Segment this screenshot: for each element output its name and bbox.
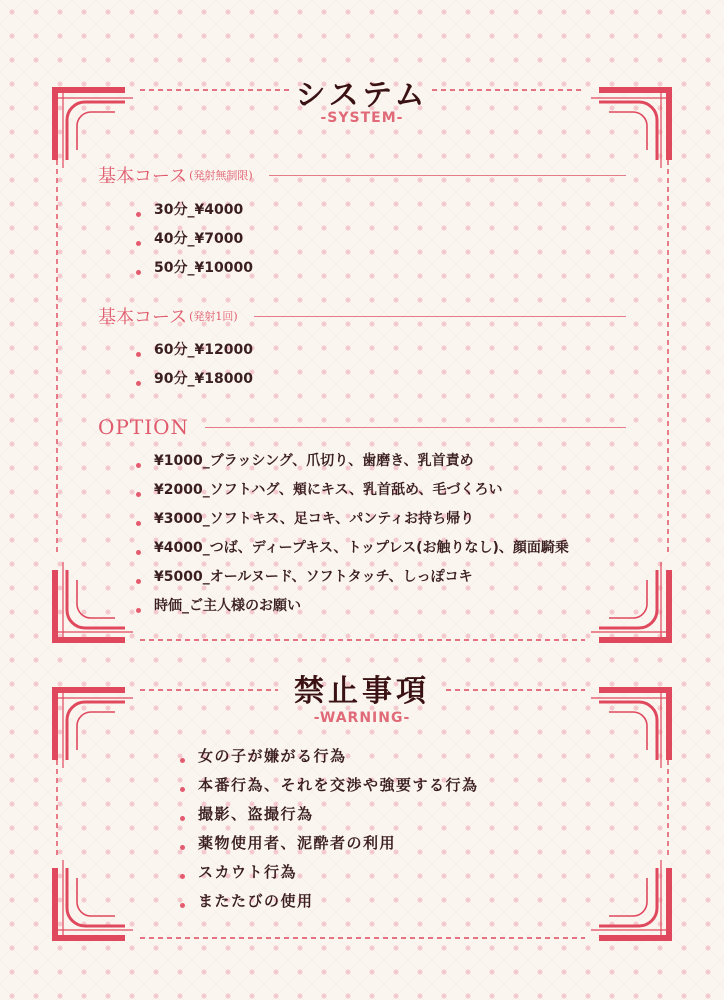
list-item: 本番行為、それを交渉や強要する行為 — [180, 774, 479, 803]
system-corner-bottom-right — [591, 562, 669, 640]
system-subtitle: -SYSTEM- — [320, 110, 404, 126]
bullet-icon — [136, 608, 141, 613]
list-item: ¥3000_ソフトキス、足コキ、パンティお持ち帰り — [136, 508, 569, 537]
warning-subtitle: -WARNING- — [313, 710, 411, 726]
bullet-icon — [136, 241, 141, 246]
list-item: ¥2000_ソフトハグ、頬にキス、乳首舐め、毛づくろい — [136, 479, 569, 508]
list-item: 薬物使用者、泥酔者の利用 — [180, 832, 479, 861]
course2-list — [136, 339, 253, 397]
course1-heading — [98, 162, 626, 188]
course1-sub: (発射無制限) — [189, 169, 253, 182]
system-corner-bottom-left — [55, 562, 133, 640]
bullet-icon — [180, 816, 185, 821]
list-item: 女の子が嫌がる行為 — [180, 745, 479, 774]
system-title: システム — [295, 78, 429, 113]
bullet-icon — [180, 903, 185, 908]
list-item: 90分_¥18000 — [136, 368, 253, 397]
list-item: スカウト行為 — [180, 861, 479, 890]
bullet-icon — [136, 492, 141, 497]
bullet-icon — [136, 381, 141, 386]
option-label: OPTION — [98, 415, 189, 439]
course2-rule — [254, 316, 626, 317]
bullet-icon — [136, 212, 141, 217]
course1-label: 基本コース — [98, 166, 188, 187]
bullet-icon — [136, 352, 141, 357]
course2-heading — [98, 303, 626, 329]
bullet-icon — [136, 270, 141, 275]
bullet-icon — [180, 845, 185, 850]
course1-list — [136, 199, 253, 286]
bullet-icon — [136, 463, 141, 468]
warning-title: 禁止事項 — [294, 674, 430, 709]
bullet-icon — [136, 579, 141, 584]
bullet-icon — [180, 874, 185, 879]
bullet-icon — [180, 758, 185, 763]
list-item: 60分_¥12000 — [136, 339, 253, 368]
course2-label: 基本コース — [98, 307, 188, 328]
list-item: 40分_¥7000 — [136, 228, 253, 257]
list-item: ¥5000_オールヌード、ソフトタッチ、しっぽコキ — [136, 566, 569, 595]
list-item: 時価_ご主人様のお願い — [136, 595, 569, 624]
list-item: 撮影、盗撮行為 — [180, 803, 479, 832]
option-rule — [205, 427, 626, 428]
list-item: ¥4000_つば、ディープキス、トップレス(お触りなし)、顔面騎乗 — [136, 537, 569, 566]
list-item: 50分_¥10000 — [136, 257, 253, 286]
course2-sub: (発射1回) — [189, 310, 238, 323]
list-item: またたびの使用 — [180, 890, 479, 919]
list-item: ¥1000_ブラッシング、爪切り、歯磨き、乳首責め — [136, 450, 569, 479]
warning-corner-bottom-left — [55, 860, 133, 938]
course1-rule — [269, 175, 626, 176]
list-item: 30分_¥4000 — [136, 199, 253, 228]
option-list — [136, 450, 569, 624]
warning-corner-bottom-right — [591, 860, 669, 938]
bullet-icon — [180, 787, 185, 792]
bullet-icon — [136, 521, 141, 526]
option-heading — [98, 415, 626, 439]
bullet-icon — [136, 550, 141, 555]
warning-list — [180, 745, 479, 919]
